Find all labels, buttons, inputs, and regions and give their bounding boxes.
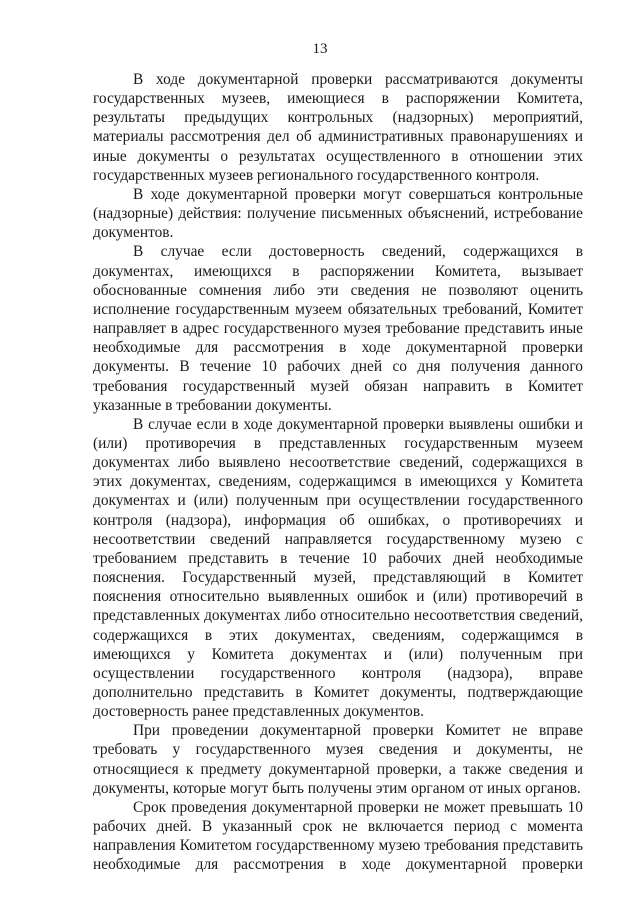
document-body	[93, 70, 583, 875]
paragraph-errors-and-contradictions: В случае если в ходе документарной проверки выявлены ошибки и (или) противоречия в представленных государственным музеем документах либо выявлено несоответствие сведений, содержащихся в этих документах, сведениям, содержащимся в имеющихся у Комитета документах и (или) полученным при осуществлении государственного контроля (надзора), информация об ошибках, о противоречиях и несоответствии сведений направляется государственному музею с требованием представить в течение 10 рабочих дней необходимые пояснения. Государственный музей, представляющий в Комитет пояснения относительно выявленных ошибок и (или) противоречий в представленных документах либо относительно несоответствия сведений, содержащихся в этих документах, сведениям, содержащимся в имеющихся у Комитета документах и (или) полученным при осуществлении государственного контроля (надзора), вправе дополнительно представить в Комитет документы, подтверждающие достоверность ранее представленных документов.	[93, 415, 583, 721]
paragraph-restrictions-on-requests: При проведении документарной проверки Комитет не вправе требовать у государственного музея сведения и документы, не относящиеся к предмету документарной проверки, а также сведения и документы, которые могут быть получены этим органом от иных органов.	[93, 722, 583, 797]
paragraph-control-actions: В ходе документарной проверки могут совершаться контрольные (надзорные) действия: получение письменных объяснений, истребование документов.	[93, 185, 583, 242]
paragraph-inspection-duration: Срок проведения документарной проверки не может превышать 10 рабочих дней. В указанный срок не включается период с момента направления Комитетом государственному музею требования представить необходимые для рассмотрения в ходе документарной проверки	[93, 798, 583, 874]
paragraph-additional-documents-request: В случае если достоверность сведений, содержащихся в документах, имеющихся в распоряжении Комитета, вызывает обоснованные сомнения либо эти сведения не позволяют оценить исполнение государственным музеем обязательных требований, Комитет направляет в адрес государственного музея требование представить иные необходимые для рассмотрения в ходе документарной проверки документы. В течение 10 рабочих дней со дня получения данного требования государственный музей обязан направить в Комитет указанные в требовании документы.	[93, 243, 583, 414]
page-number: 13	[312, 41, 328, 57]
paragraph-documents-reviewed: В ходе документарной проверки рассматриваются документы государственных музеев, имеющиеся в распоряжении Комитета, результаты предыдущих контрольных (надзорных) мероприятий, материалы рассмотрения дел об административных правонарушениях и иные документы о результатах осуществленного в отношении этих государственных музеев регионального государственного контроля.	[93, 71, 583, 184]
